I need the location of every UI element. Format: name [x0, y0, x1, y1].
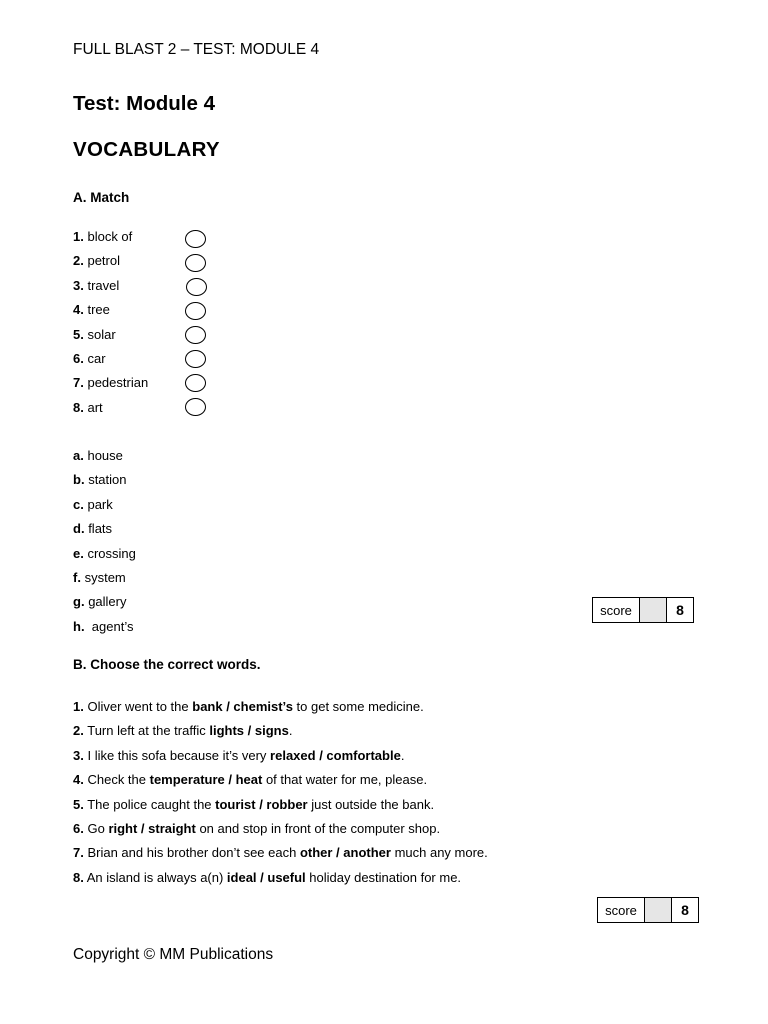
match-item	[73, 396, 148, 420]
option-text: flats	[88, 521, 113, 537]
item-pre: Turn left at the traffic	[87, 723, 210, 739]
choose-item	[73, 695, 488, 719]
item-number: 2.	[73, 253, 84, 269]
score-max: 8	[681, 902, 689, 918]
item-pre: Brian and his brother don’t see each	[87, 845, 300, 861]
score-label: score	[598, 898, 645, 922]
option-text: system	[84, 569, 126, 585]
answer-circle-7[interactable]	[185, 374, 206, 392]
item-number: 7.	[73, 845, 84, 861]
match-option	[73, 542, 136, 566]
match-option	[73, 517, 136, 541]
item-text: petrol	[87, 253, 120, 269]
choose-item	[73, 817, 488, 841]
option-letter: b.	[73, 472, 85, 488]
item-number: 3.	[73, 277, 84, 293]
choose-item	[73, 793, 488, 817]
option-letter: f.	[73, 569, 81, 585]
item-post: on and stop in front of the computer shop.	[195, 820, 441, 836]
item-choice[interactable]: bank / chemist’s	[192, 699, 293, 714]
item-text: tree	[87, 302, 110, 318]
item-choice[interactable]: temperature / heat	[149, 772, 263, 788]
item-text: art	[87, 399, 103, 415]
item-post: much any more.	[390, 845, 488, 861]
match-item	[73, 347, 148, 371]
match-item	[73, 298, 148, 322]
item-number: 8.	[73, 399, 84, 415]
item-number: 5.	[73, 796, 84, 812]
item-number: 1.	[73, 699, 84, 714]
item-text: car	[87, 350, 106, 366]
choose-items-list	[73, 695, 488, 890]
match-item	[73, 249, 148, 273]
item-number: 4.	[73, 302, 84, 318]
answer-circle-4[interactable]	[185, 302, 206, 320]
choose-item	[73, 744, 488, 768]
item-number: 6.	[73, 350, 84, 366]
item-post: just outside the bank.	[307, 796, 435, 812]
option-letter: d.	[73, 521, 85, 537]
answer-circle-2[interactable]	[185, 254, 206, 272]
item-choice[interactable]: lights / signs	[209, 723, 289, 739]
item-number: 5.	[73, 326, 84, 342]
item-choice[interactable]: tourist / robber	[215, 796, 308, 812]
match-item	[73, 225, 148, 249]
item-text: travel	[87, 277, 120, 293]
item-number: 3.	[73, 747, 84, 763]
score-input[interactable]	[645, 898, 672, 922]
item-text: block of	[87, 229, 133, 244]
copyright: Copyright © MM Publications	[73, 946, 274, 963]
match-options-list	[73, 444, 136, 639]
option-text: park	[87, 496, 113, 512]
item-number: 6.	[73, 820, 84, 836]
item-choice[interactable]: right / straight	[108, 820, 196, 836]
item-number: 8.	[73, 869, 84, 885]
match-option	[73, 468, 136, 492]
item-text: solar	[87, 326, 116, 342]
item-number: 7.	[73, 375, 84, 391]
item-choice[interactable]: ideal / useful	[226, 869, 306, 885]
choose-item	[73, 719, 488, 743]
section-title: VOCABULARY	[73, 138, 220, 161]
item-pre: Go	[87, 820, 109, 836]
option-letter: g.	[73, 594, 85, 610]
section-b-heading: B. Choose the correct words.	[73, 657, 261, 672]
item-post: .	[400, 747, 405, 763]
score-box-b	[597, 897, 699, 923]
match-items-list	[73, 225, 148, 420]
item-pre: An island is always a(n)	[86, 869, 227, 885]
option-letter: a.	[73, 448, 84, 463]
item-choice[interactable]: relaxed / comfortable	[270, 747, 401, 763]
item-number: 1.	[73, 229, 84, 244]
section-a-heading: A. Match	[73, 190, 130, 205]
match-option	[73, 444, 136, 468]
item-choice[interactable]: other / another	[299, 845, 391, 861]
option-text: agent’s	[88, 618, 134, 634]
option-text: house	[87, 448, 123, 463]
page-title: Test: Module 4	[73, 92, 215, 115]
option-text: gallery	[88, 594, 127, 610]
option-text: station	[88, 472, 127, 488]
match-option	[73, 493, 136, 517]
item-post: holiday destination for me.	[305, 869, 462, 885]
option-letter: e.	[73, 545, 84, 561]
item-pre: The police caught the	[87, 796, 216, 812]
item-number: 2.	[73, 723, 84, 739]
item-post: of that water for me, please.	[262, 772, 428, 788]
answer-circle-1[interactable]	[185, 230, 206, 248]
item-post: to get some medicine.	[292, 699, 424, 714]
match-option	[73, 590, 136, 614]
match-item	[73, 323, 148, 347]
item-text: pedestrian	[87, 375, 149, 391]
match-option	[73, 615, 136, 639]
item-pre: I like this sofa because it’s very	[87, 747, 271, 763]
score-max: 8	[676, 602, 684, 618]
item-pre: Oliver went to the	[87, 699, 193, 714]
match-item	[73, 371, 148, 395]
answer-circle-5[interactable]	[185, 326, 206, 344]
answer-circle-3[interactable]	[186, 278, 207, 296]
running-header: FULL BLAST 2 – TEST: MODULE 4	[73, 41, 320, 58]
answer-circle-8[interactable]	[185, 398, 206, 416]
choose-item	[73, 841, 488, 865]
item-pre: Check the	[87, 772, 150, 788]
choose-item	[73, 768, 488, 792]
choose-item	[73, 866, 488, 890]
score-box-a	[592, 597, 694, 623]
match-option	[73, 566, 136, 590]
score-label: score	[593, 598, 640, 622]
answer-circle-6[interactable]	[185, 350, 206, 368]
score-input[interactable]	[640, 598, 667, 622]
item-number: 4.	[73, 772, 84, 788]
match-item	[73, 274, 148, 298]
option-letter: h.	[73, 618, 85, 634]
option-text: crossing	[87, 545, 136, 561]
item-post: .	[288, 723, 293, 739]
option-letter: c.	[73, 496, 84, 512]
